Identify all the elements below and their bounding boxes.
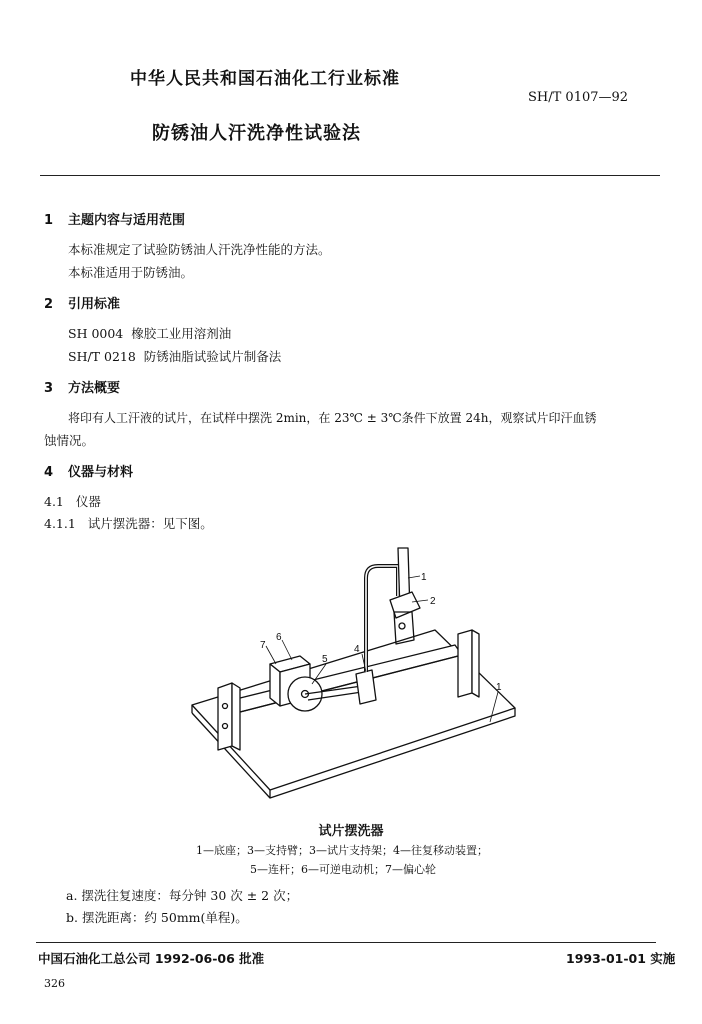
standard-code: SH/T 0107—92 (528, 90, 629, 105)
figure-legend: 5—连杆；6—可逆电动机；7—偏心轮 (250, 863, 436, 876)
figure-legend: 1—底座；3—支持臂；3—试片支持架；4—往复移动装置； (196, 844, 488, 857)
holder-hole (399, 623, 405, 629)
motor-side (270, 664, 280, 706)
subsection-title: 仪器 (75, 494, 101, 509)
figure-title: 试片摆洗器 (318, 824, 384, 839)
callout-label: 4 (354, 644, 360, 655)
footer-rule (36, 942, 656, 943)
page-number: 326 (44, 977, 65, 990)
paragraph: 本标准适用于防锈油。 (68, 265, 194, 280)
reference-name: 防锈油脂试验试片制备法 (143, 349, 282, 364)
reference-code: SH 0004 (68, 326, 124, 341)
spec-item: a. 摆洗往复速度：每分钟 30 次 ± 2 次； (66, 888, 299, 903)
section-title: 仪器与材料 (68, 465, 134, 480)
subsection-number: 4.1 (44, 494, 64, 509)
paragraph-continuation: 蚀情况。 (44, 433, 95, 448)
section-number: 1 (44, 213, 54, 228)
reference-name: 橡胶工业用溶剂油 (131, 326, 232, 341)
callout-label: 1 (496, 682, 502, 693)
callout-label: 1 (421, 572, 427, 583)
right-post-side (472, 630, 479, 697)
section-title: 主题内容与适用范围 (68, 213, 186, 228)
right-post (458, 630, 472, 697)
callout-label: 7 (260, 640, 266, 651)
callout-label: 5 (322, 654, 328, 665)
spec-item: b. 摆洗距离：约 50mm(单程)。 (66, 910, 248, 925)
approval-notice: 中国石油化工总公司 1992-06-06 批准 (38, 951, 265, 966)
callout-label: 6 (276, 632, 282, 643)
standard-category: 中华人民共和国石油化工行业标准 (130, 69, 400, 89)
paragraph: 本标准规定了试验防锈油人汗洗净性能的方法。 (68, 242, 331, 257)
section-number: 2 (44, 297, 54, 312)
section-title: 引用标准 (68, 297, 121, 312)
carriage (356, 670, 376, 704)
section-number: 4 (44, 465, 54, 480)
left-post (218, 683, 232, 750)
paragraph: 将印有人工汗液的试片，在试样中摆洗 2min，在 23℃ ± 3℃条件下放置 24h，观察试片印汗血锈 (68, 411, 597, 425)
document-title: 防锈油人汗洗净性试验法 (152, 123, 361, 144)
reference-code: SH/T 0218 (68, 349, 136, 364)
left-post-side (232, 683, 240, 750)
callout-label: 2 (430, 596, 436, 607)
subsection-text: 试片摆洗器：见下图。 (87, 516, 213, 531)
section-number: 3 (44, 381, 54, 396)
effective-date: 1993-01-01 实施 (566, 951, 676, 966)
section-title: 方法概要 (68, 381, 121, 396)
subsection-number: 4.1.1 (44, 516, 76, 531)
